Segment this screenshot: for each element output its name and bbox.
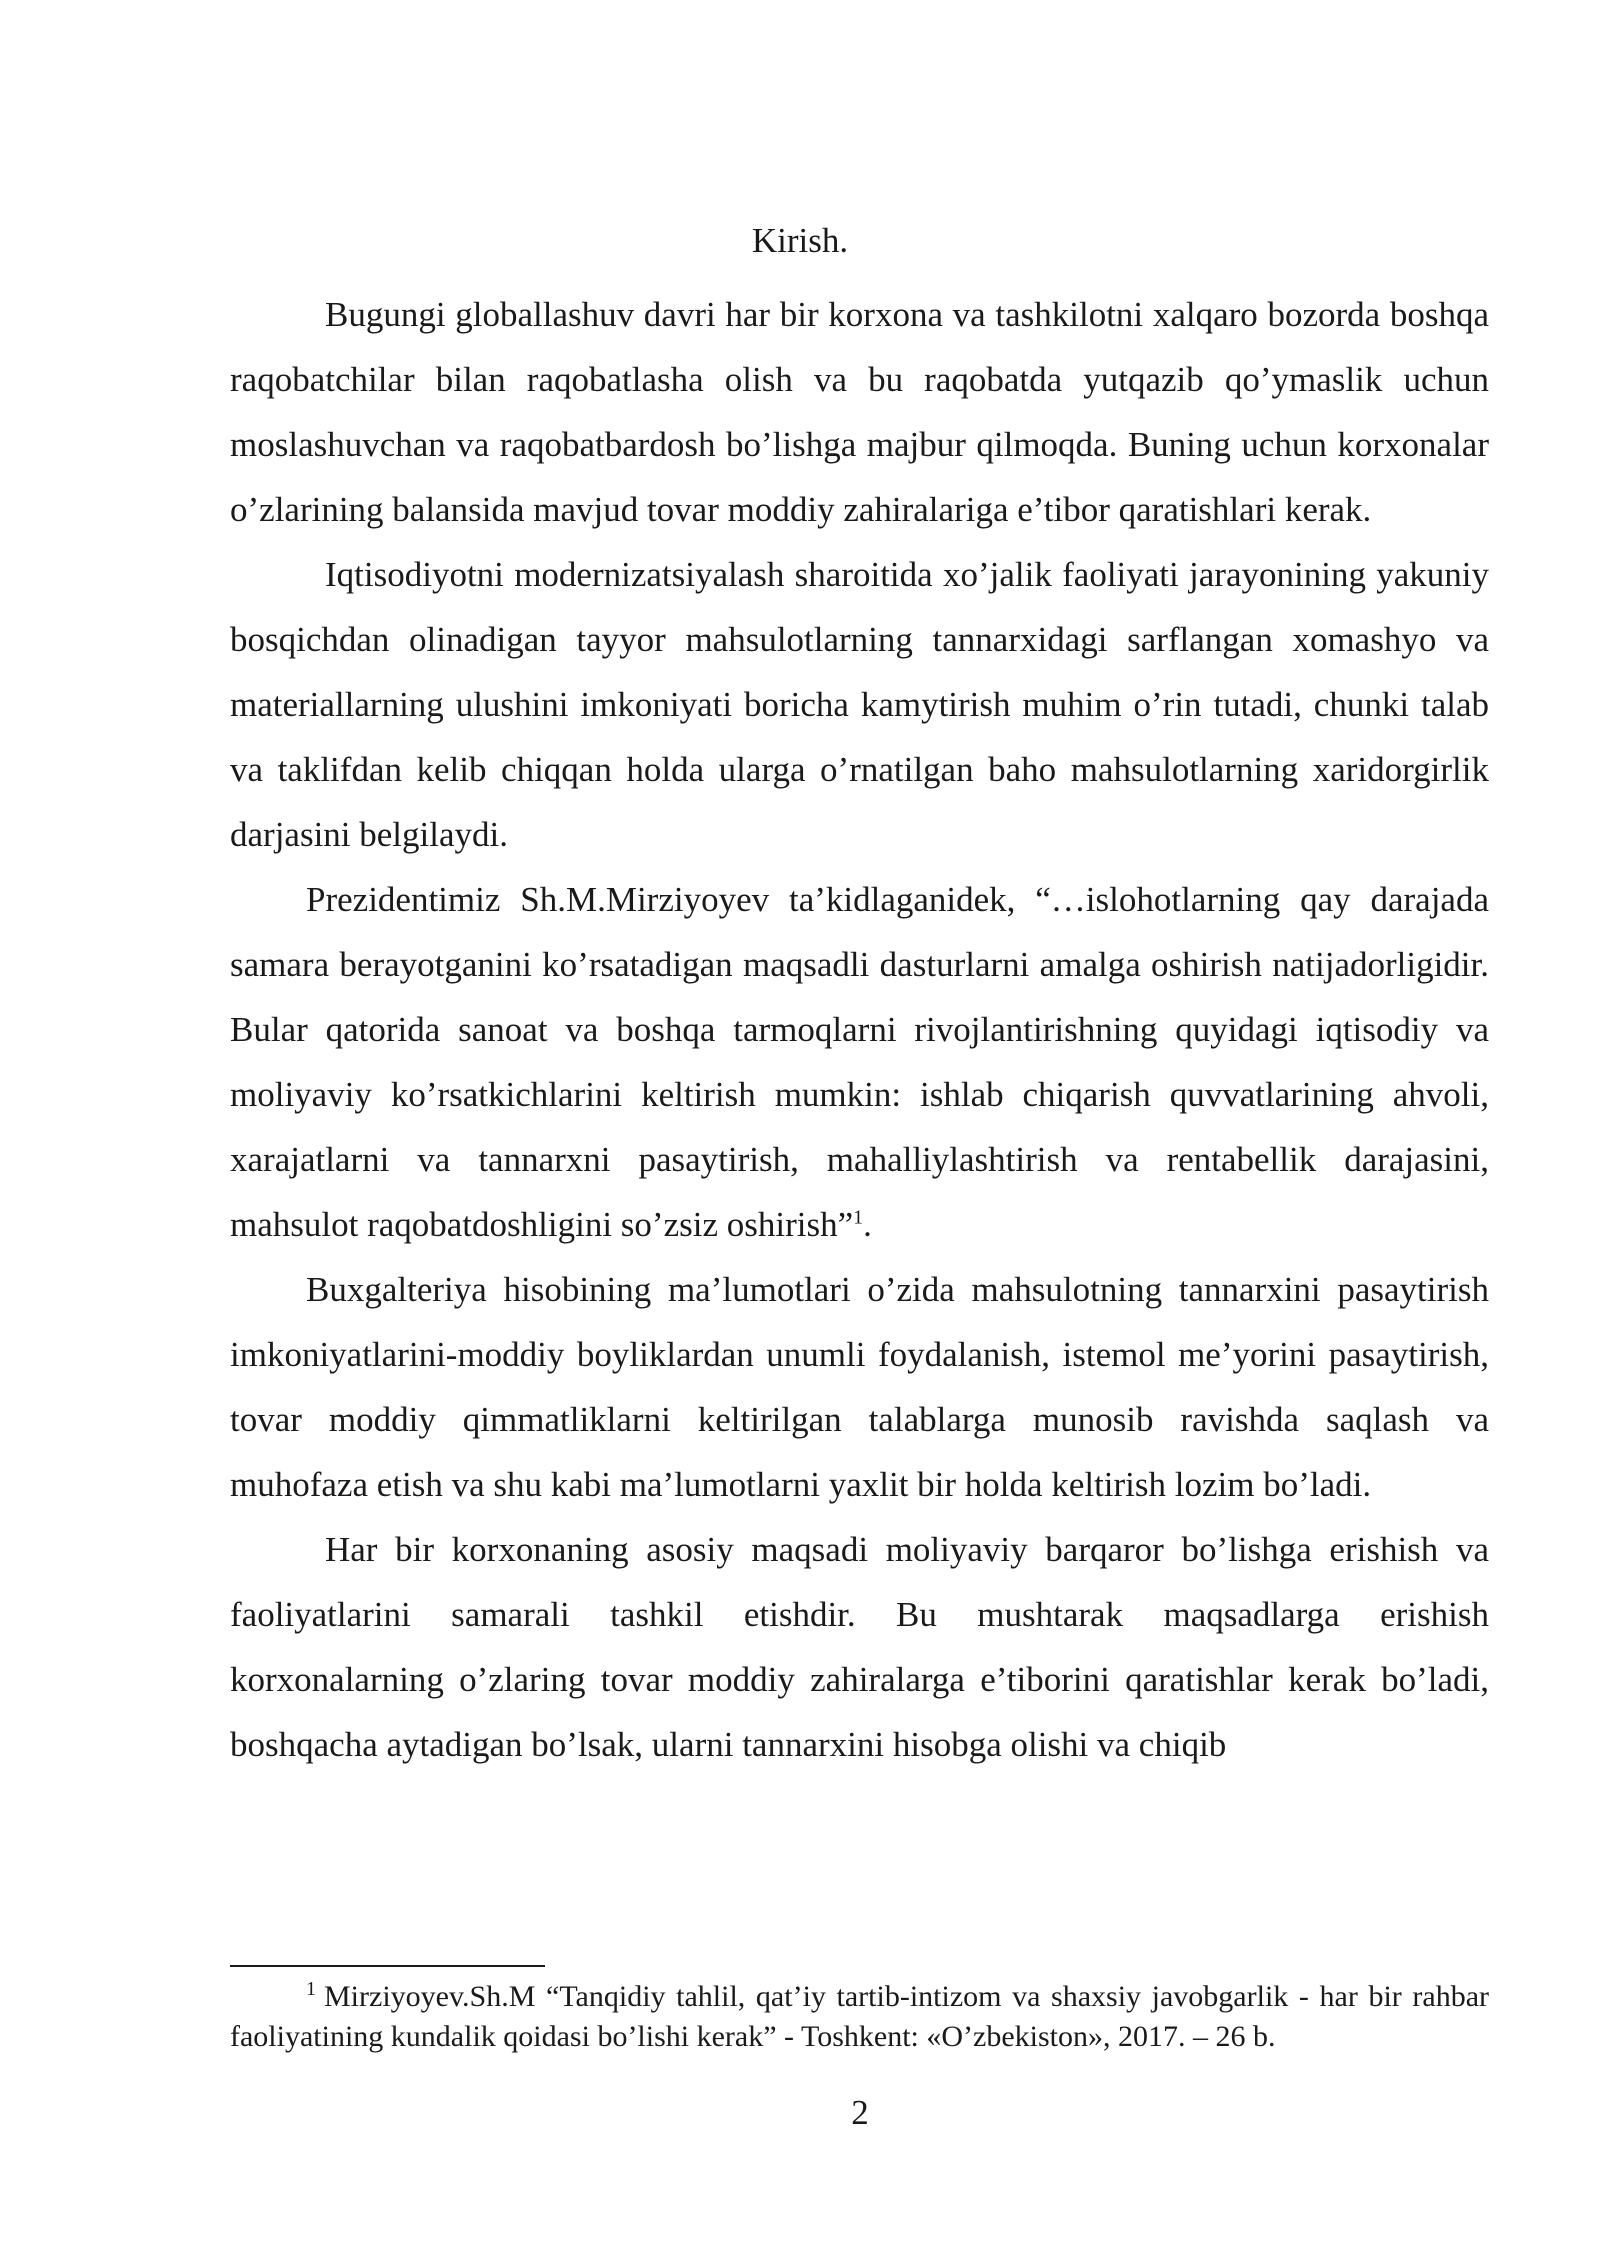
paragraph-1: Bugungi globallashuv davri har bir korxona va tashkilotni xalqaro bozorda boshqa raqobatchilar bilan raqobatlasha olish va bu raqobatda yutqazib qo’ymaslik uchun moslashuvchan va raqobatbardosh bo’lishga majbur qilmoqda. Buning uchun korxonalar o’zlarining balansida mavjud tovar moddiy zahiralariga e’tibor qaratishlari kerak. [230, 295, 1489, 529]
paragraph-4: Buxgalteriya hisobining ma’lumotlari o’zida mahsulotning tannarxini pasaytirish imkoniyatlarini-moddiy boyliklardan unumli foydalanish, istemol me’yorini pasaytirish, tovar moddiy qimmatliklarni keltirilgan talablarga munosib ravishda saqlash va muhofaza etish va shu kabi ma’lumotlarni yaxlit bir holda keltirish lozim bo’ladi. [230, 1270, 1489, 1504]
footnote-reference[interactable]: 1 [853, 1206, 864, 1229]
paragraph-3-text: Prezidentimiz Sh.M.Mirziyoyev ta’kidlaganidek, “…islohotlarning qay darajada samara berayotganini ko’rsatadigan maqsadli dasturlarni amalga oshirish natijadorligidir. Bular qatorida sanoat va boshqa tarmoqlarni rivojlantirishning quyidagi iqtisodiy va moliyaviy ko’rsatkichlarini keltirish mumkin: ishlab chiqarish quvvatlarining ahvoli, xarajatlarni va tannarxni pasaytirish, mahalliylashtirish va rentabellik darajasini, mahsulot raqobatdoshligini so’zsiz oshirish” [230, 880, 1489, 1244]
paragraph-3-end: . [863, 1205, 872, 1244]
body-text [230, 282, 1489, 1777]
paragraph-5: Har bir korxonaning asosiy maqsadi moliyaviy barqaror bo’lishga erishish va faoliyatlarini samarali tashkil etishdir. Bu mushtarak maqsadlarga erishish korxonalarning o’zlaring tovar moddiy zahiralarga e’tiborini qaratishlar kerak bo’ladi, boshqacha aytadigan bo’lsak, ularni tannarxini hisobga olishi va chiqib [230, 1530, 1489, 1764]
paragraph-2: Iqtisodiyotni modernizatsiyalash sharoitida xo’jalik faoliyati jarayonining yakuniy bosqichdan olinadigan tayyor mahsulotlarning tannarxidagi sarflangan xomashyo va materiallarning ulushini imkoniyati boricha kamytirish muhim o’rin tutadi, chunki talab va taklifdan kelib chiqqan holda ularga o’rnatilgan baho mahsulotlarning xaridorgirlik darjasini belgilaydi. [230, 555, 1489, 854]
footnote-divider [230, 1965, 545, 1967]
paragraph-3 [230, 867, 1489, 1257]
page-title: Kirish. [751, 221, 849, 260]
footnote-mark: 1 [306, 1978, 316, 2000]
page-number: 2 [851, 2093, 869, 2132]
footnote [230, 1977, 1489, 2057]
footnote-text: Mirziyoyev.Sh.M “Tanqidiy tahlil, qat’iy tartib-intizom va shaxsiy javobgarlik - har bir rahbar faoliyatining kundalik qoidasi bo’lishi kerak” - Toshkent: «O’zbekiston», 2017. – 26 b. [230, 1980, 1489, 2053]
